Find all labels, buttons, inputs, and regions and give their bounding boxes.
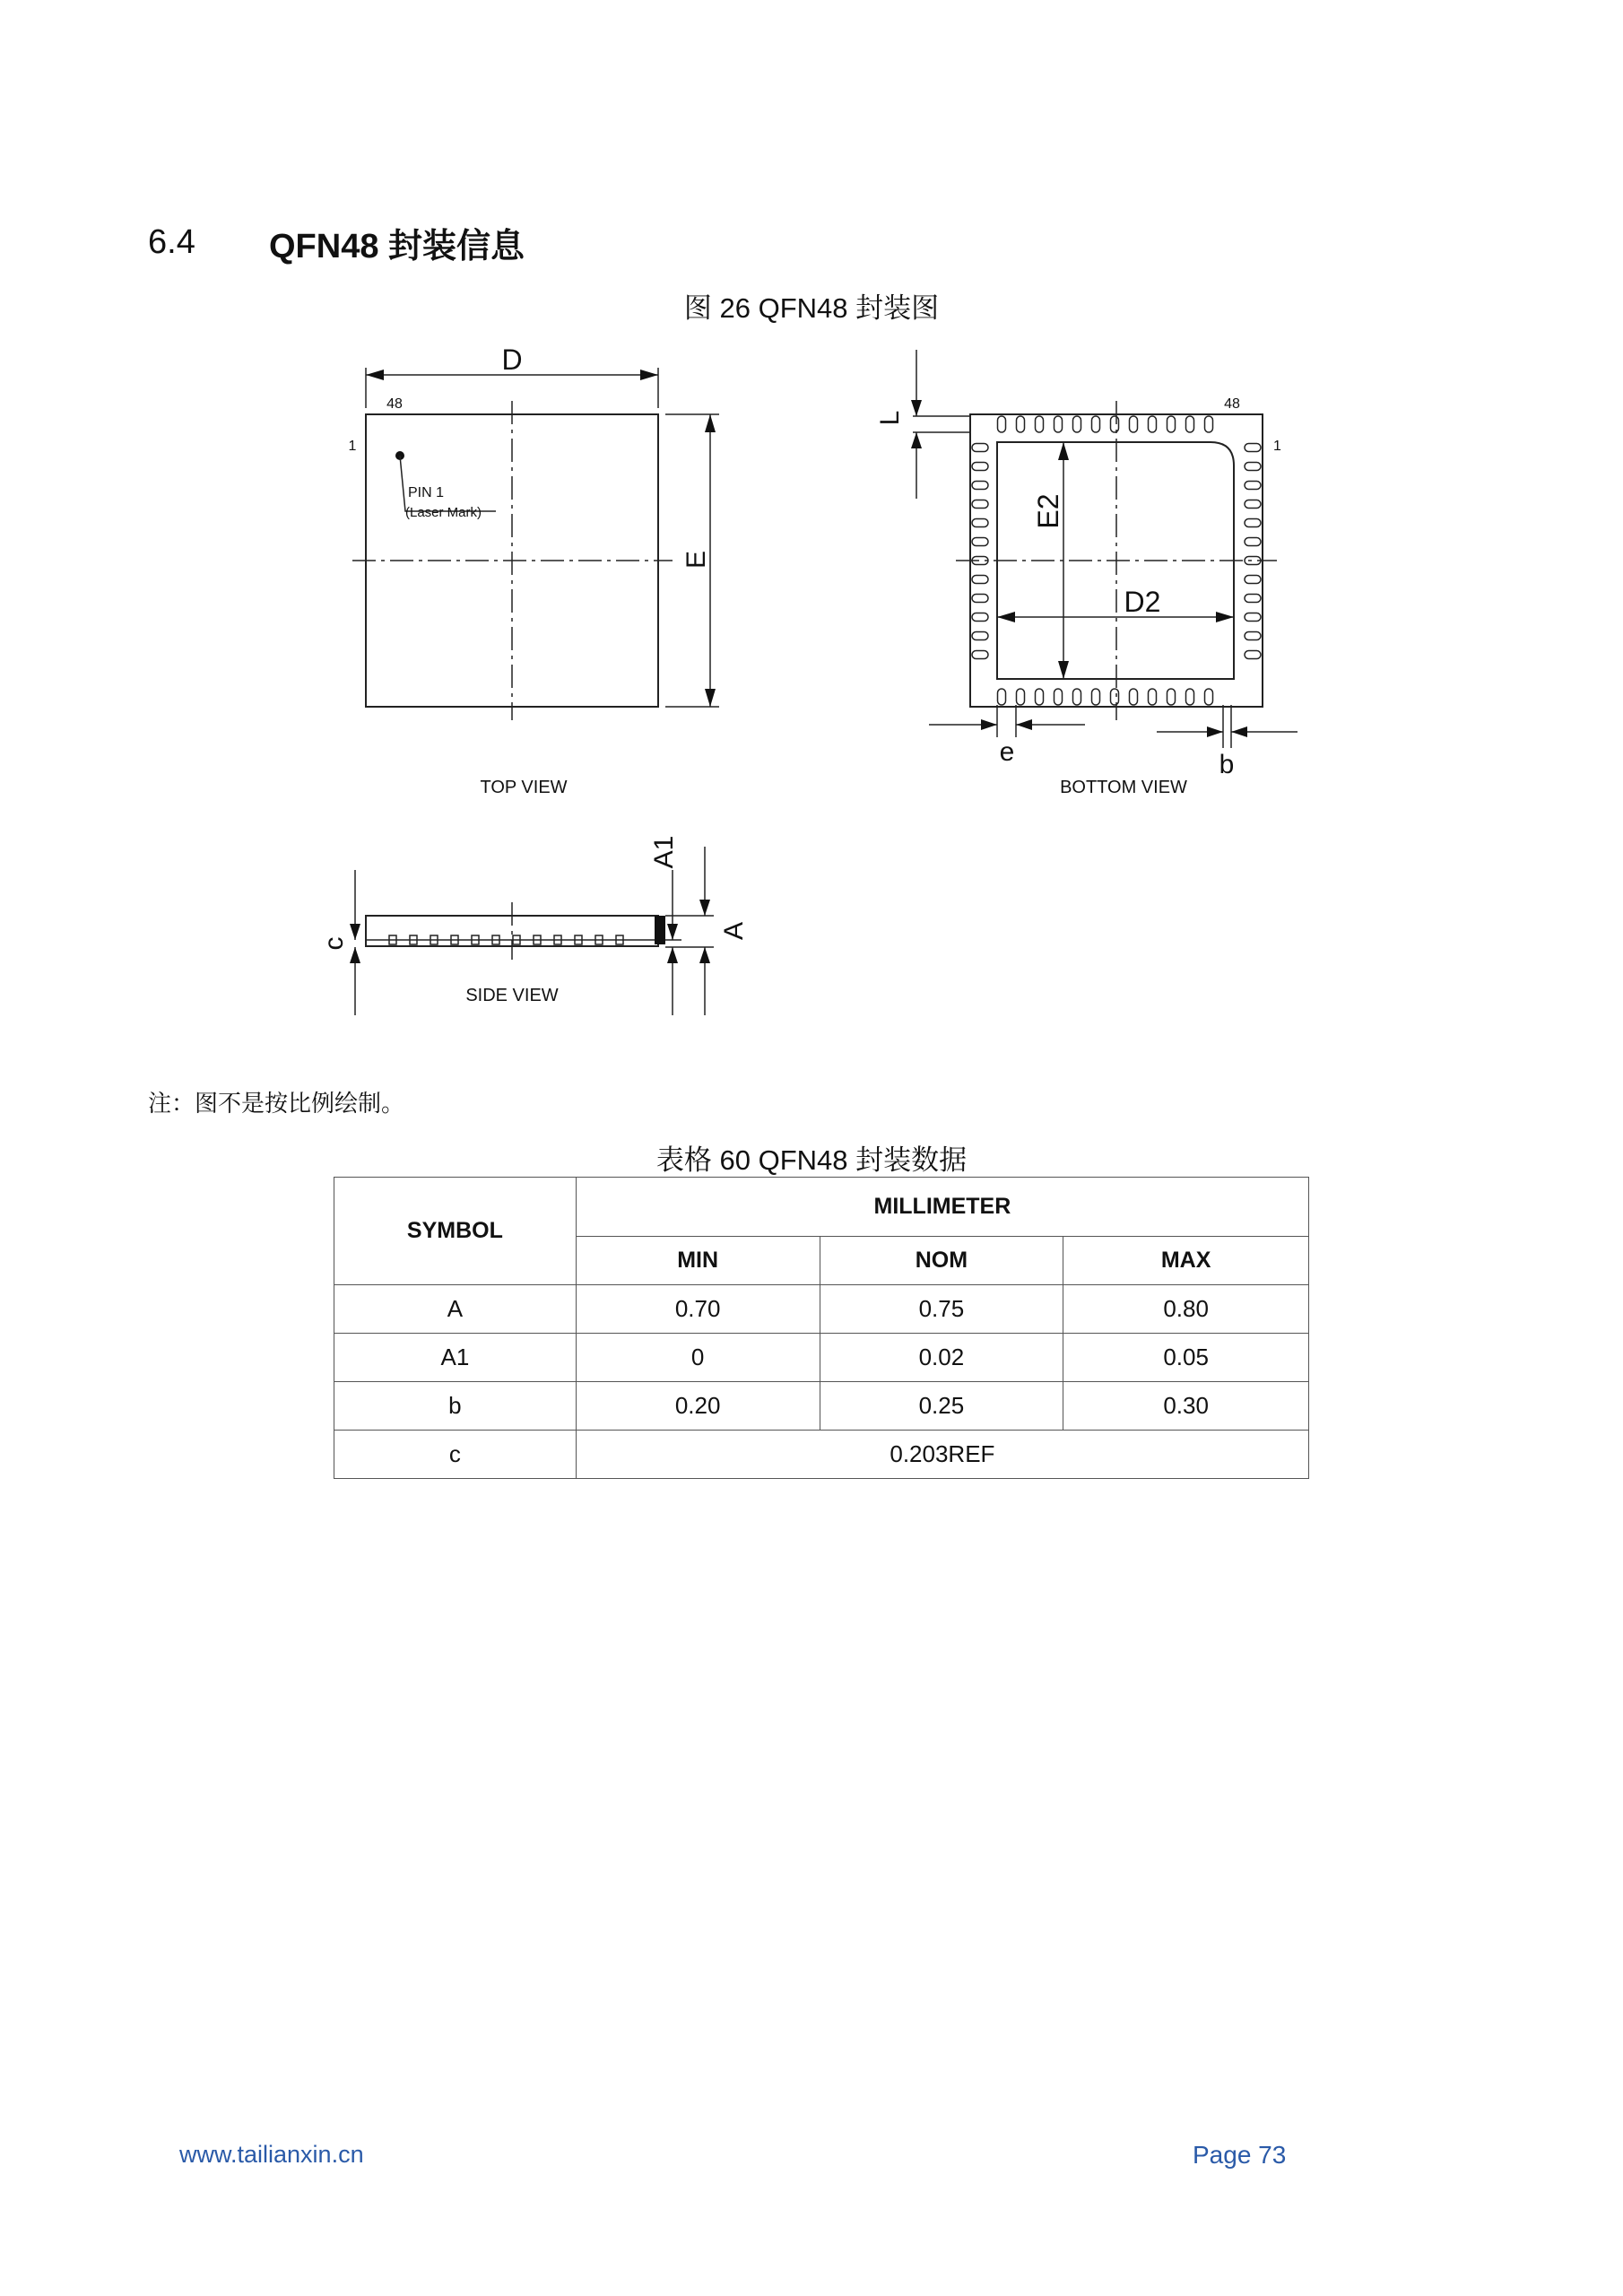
dim-b: b xyxy=(1219,750,1235,779)
table-row xyxy=(334,1382,1309,1431)
max-header: MAX xyxy=(1063,1237,1309,1285)
dim-pitch-e: e xyxy=(999,737,1015,767)
pads-top-row xyxy=(998,416,1213,432)
ref-value: 0.203REF xyxy=(576,1431,1308,1479)
figure-caption: 图 26 QFN48 封装图 xyxy=(683,292,940,324)
dim-l: L xyxy=(875,410,905,426)
bottom-view-label: BOTTOM VIEW xyxy=(1060,778,1187,797)
row-symbol: A xyxy=(334,1285,577,1334)
dim-c: c xyxy=(319,936,349,951)
row-min: 0.70 xyxy=(576,1285,820,1334)
row-nom: 0.75 xyxy=(820,1285,1063,1334)
row-min: 0 xyxy=(576,1334,820,1382)
bottom-pin-48: 48 xyxy=(1224,396,1240,412)
section-title: QFN48 封装信息 xyxy=(269,227,525,265)
table-header-row xyxy=(334,1178,1309,1237)
pads-right-column xyxy=(1245,444,1261,659)
top-view xyxy=(349,344,719,797)
table-row-ref xyxy=(334,1431,1309,1479)
side-view-label: SIDE VIEW xyxy=(465,986,559,1005)
row-max: 0.80 xyxy=(1063,1285,1309,1334)
row-max: 0.30 xyxy=(1063,1382,1309,1431)
footer-url[interactable]: www.tailianxin.cn xyxy=(179,2141,364,2168)
package-data-table xyxy=(334,1177,1309,1479)
dim-e2: E2 xyxy=(1032,493,1064,529)
dim-a1: A1 xyxy=(649,835,679,869)
min-header: MIN xyxy=(576,1237,820,1285)
top-dim-d: D xyxy=(501,344,523,376)
footer-page-number: Page 73 xyxy=(1193,2141,1287,2169)
row-nom: 0.25 xyxy=(820,1382,1063,1431)
dim-a: A xyxy=(719,921,749,941)
top-view-label: TOP VIEW xyxy=(480,778,568,797)
dim-d2: D2 xyxy=(1124,586,1161,618)
nom-header: NOM xyxy=(820,1237,1063,1285)
ref-symbol: c xyxy=(334,1431,577,1479)
table-row xyxy=(334,1285,1309,1334)
table-row xyxy=(334,1334,1309,1382)
note-text: 注：图不是按比例绘制。 xyxy=(148,1090,405,1117)
section-number: 6.4 xyxy=(148,222,195,261)
row-min: 0.20 xyxy=(576,1382,820,1431)
pads-bottom-row xyxy=(998,689,1213,705)
row-symbol: b xyxy=(334,1382,577,1431)
row-nom: 0.02 xyxy=(820,1334,1063,1382)
pads-left-column xyxy=(972,444,988,659)
bottom-view xyxy=(875,350,1298,797)
top-dim-e: E xyxy=(681,550,711,570)
row-max: 0.05 xyxy=(1063,1334,1309,1382)
package-drawing xyxy=(0,0,1623,1058)
top-pin-1: 1 xyxy=(348,439,357,454)
unit-header: MILLIMETER xyxy=(576,1178,1308,1237)
pin1-label: PIN 1 xyxy=(408,485,445,500)
symbol-header: SYMBOL xyxy=(334,1178,577,1285)
bottom-pin-1: 1 xyxy=(1273,439,1281,454)
top-pin-48: 48 xyxy=(386,396,403,412)
side-view xyxy=(319,836,749,1015)
row-symbol: A1 xyxy=(334,1334,577,1382)
laser-mark-label: (Laser Mark) xyxy=(405,505,482,520)
table-caption: 表格 60 QFN48 封装数据 xyxy=(655,1144,968,1176)
